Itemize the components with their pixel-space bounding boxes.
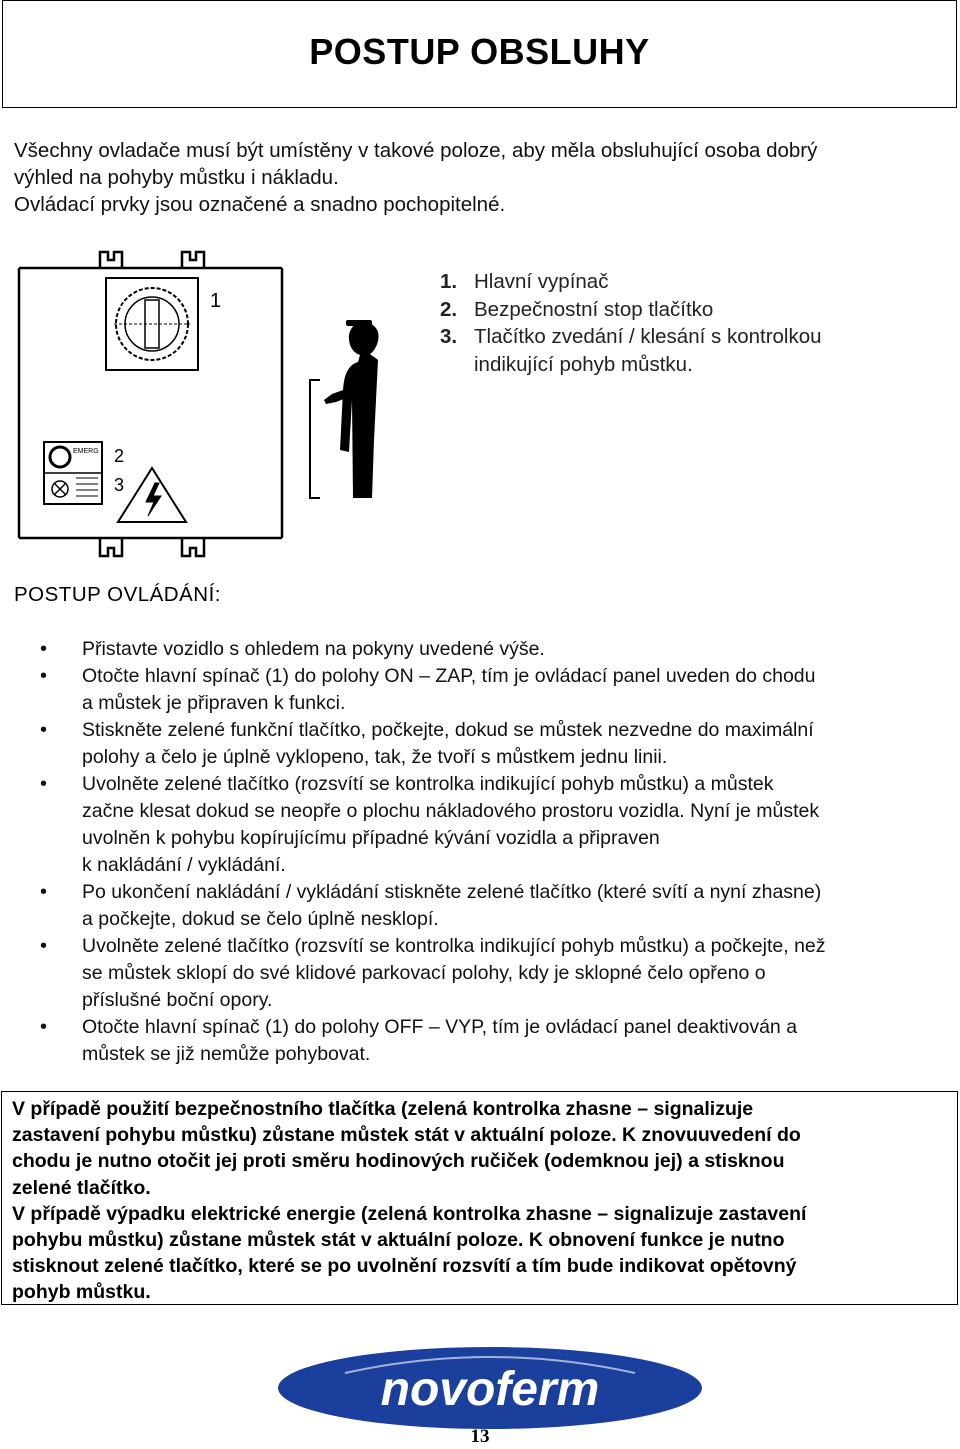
legend-continuation: indikující pohyb můstku. xyxy=(474,352,693,376)
legend-number: 1. xyxy=(440,270,458,293)
safety-notice-box xyxy=(1,1091,958,1305)
intro-line: Všechny ovladače musí být umístěny v takové poloze, aby měla obsluhující osoba dobrý xyxy=(14,139,818,162)
bullet-icon: • xyxy=(40,773,48,795)
operator-silhouette xyxy=(324,320,379,498)
novoferm-logo xyxy=(275,1345,705,1431)
intro-text xyxy=(14,137,944,218)
list-item xyxy=(40,663,955,717)
list-item xyxy=(40,636,955,663)
list-item xyxy=(40,933,955,1014)
bullet-icon: • xyxy=(40,665,48,687)
control-panel-figure xyxy=(14,240,394,570)
step-text: Otočte hlavní spínač (1) do polohy ON – ZAP, tím je ovládací panel uveden do chodu a můstek je připraven k funkci. xyxy=(82,665,816,714)
figure-label-2: 2 xyxy=(114,446,125,466)
legend-number: 3. xyxy=(440,325,458,348)
title-box xyxy=(2,0,957,108)
list-item xyxy=(40,717,955,771)
notice-paragraph: V případě použití bezpečnostního tlačítka (zelená kontrolka zhasne – signalizuje zastavení pohybu můstku) zůstane můstek stát v aktuální poloze. K znovuuvedení do chodu je nutno otočit jej proti směru hodinových ručiček (odemknou jej) a stisknou zelené tlačítko. xyxy=(12,1098,801,1199)
list-item xyxy=(40,771,955,879)
emerg-label: EMERG xyxy=(73,448,99,455)
legend-item xyxy=(440,323,822,351)
bullet-icon: • xyxy=(40,1016,48,1038)
step-text: Přistavte vozidlo s ohledem na pokyny uvedené výše. xyxy=(82,638,545,660)
list-item xyxy=(40,879,955,933)
logo-graphic xyxy=(275,1345,705,1431)
figure-label-3: 3 xyxy=(114,475,125,495)
intro-line: výhled na pohyby můstku i nákladu. xyxy=(14,166,339,189)
legend-number: 2. xyxy=(440,297,458,321)
step-text: Stiskněte zelené funkční tlačítko, počkejte, dokud se můstek nezvedne do maximální polohy a čelo je úplně vyklopeno, tak, že tvoří s můstkem jednu linii. xyxy=(82,719,814,768)
intro-line: Ovládací prvky jsou označené a snadno pochopitelné. xyxy=(14,193,506,216)
legend-text: Hlavní vypínač xyxy=(474,270,609,293)
step-text: Po ukončení nakládání / vykládání stiskněte zelené tlačítko (které svítí a nyní zhasne) a počkejte, dokud se čelo úplně nesklopí. xyxy=(82,881,822,930)
section-heading: POSTUP OVLÁDÁNÍ: xyxy=(14,583,221,606)
bullet-icon: • xyxy=(40,935,48,957)
step-text: Otočte hlavní spínač (1) do polohy OFF – VYP, tím je ovládací panel deaktivován a můstek se již nemůže pohybovat. xyxy=(82,1016,798,1065)
legend-item xyxy=(440,296,822,324)
legend-text: Bezpečnostní stop tlačítko xyxy=(474,297,714,321)
steps-list xyxy=(40,636,955,1068)
logo-text: novoferm xyxy=(380,1363,600,1416)
step-text: Uvolněte zelené tlačítko (rozsvítí se kontrolka indikující pohyb můstku) a počkejte, než se můstek sklopí do své klidové parkovací polohy, kdy je sklopné čelo opřeno o příslušné boční opory. xyxy=(82,935,826,1011)
page-title: POSTUP OBSLUHY xyxy=(309,31,650,72)
legend-text: Tlačítko zvedání / klesání s kontrolkou xyxy=(474,325,822,348)
figure-legend xyxy=(440,268,822,378)
legend-item xyxy=(440,268,822,296)
bullet-icon: • xyxy=(40,638,48,660)
list-item xyxy=(40,1014,955,1068)
figure-label-1: 1 xyxy=(210,290,222,312)
control-panel-drawing xyxy=(14,240,394,570)
bullet-icon: • xyxy=(40,881,48,903)
step-text: Uvolněte zelené tlačítko (rozsvítí se kontrolka indikující pohyb můstku) a můstek začne klesat dokud se neopře o plochu nákladového prostoru vozidla. Nyní je můstek uvolněn k pohybu kopírujícímu případné kývání vozidla a připraven k nakládání / vykládání. xyxy=(82,773,820,876)
page-number: 13 xyxy=(470,1426,490,1447)
bullet-icon: • xyxy=(40,719,48,741)
notice-paragraph: V případě výpadku elektrické energie (zelená kontrolka zhasne – signalizuje zastavení pohybu můstku) zůstane můstek stát v aktuální poloze. K obnovení funkce je nutno stisknout zelené tlačítko, které se po uvolnění rozsvítí a tím bude indikovat opětovný pohyb můstku. xyxy=(12,1202,807,1304)
